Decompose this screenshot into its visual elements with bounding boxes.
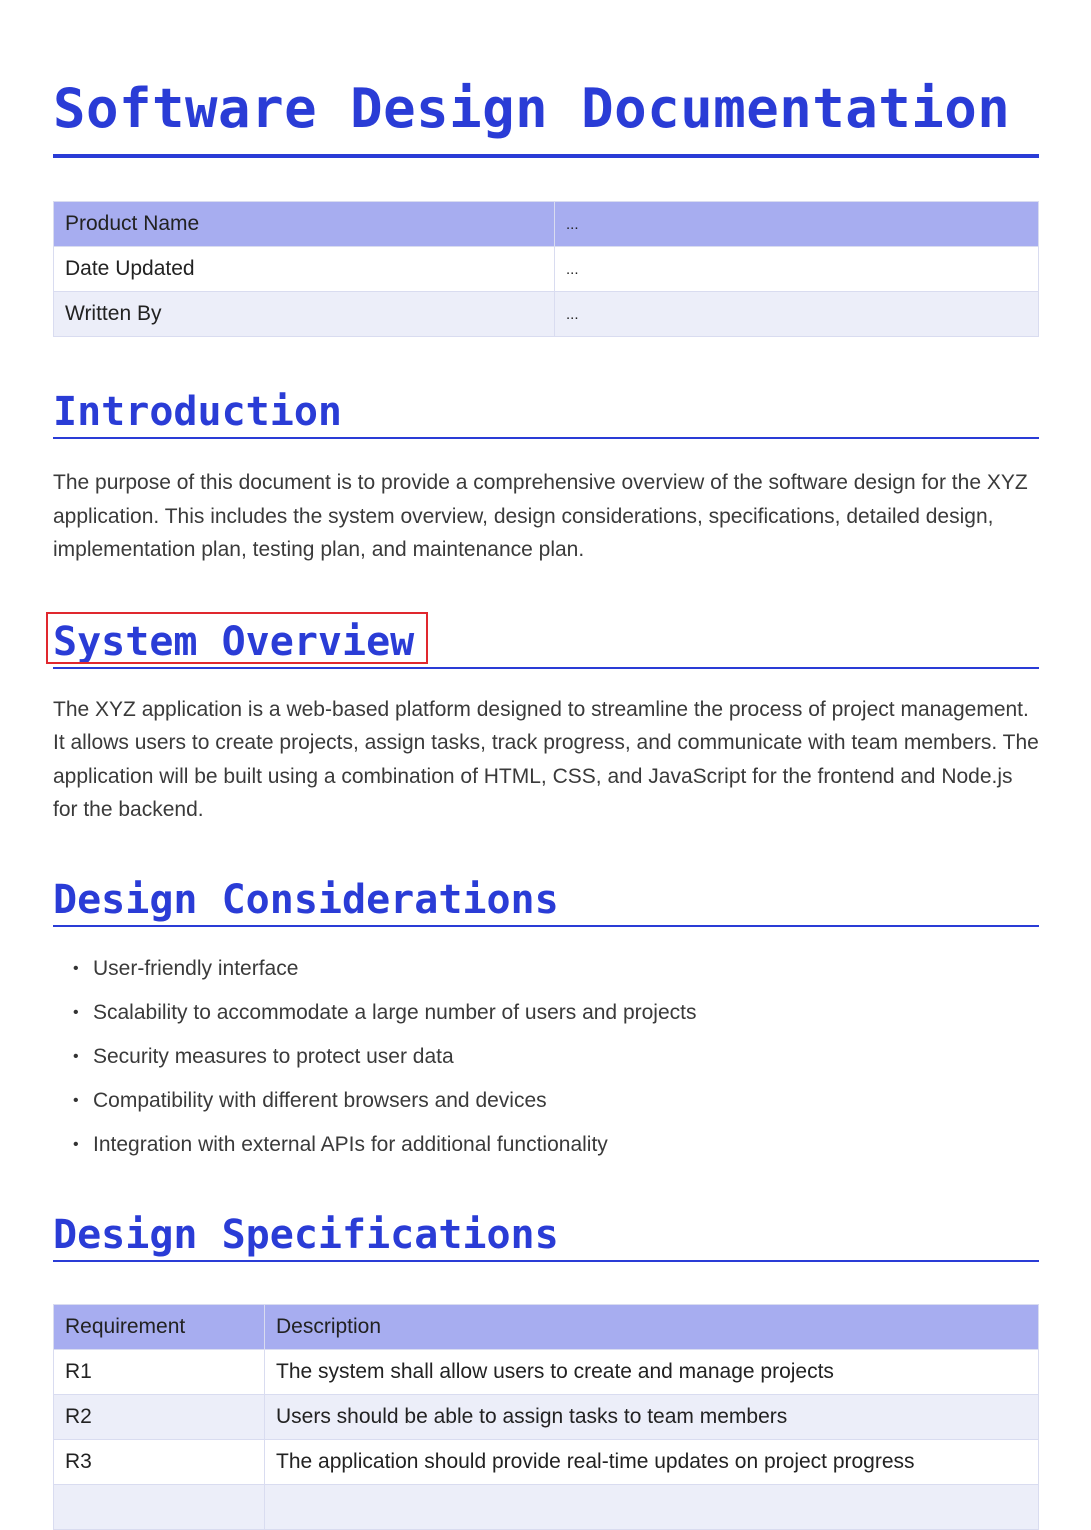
meta-value-written-by: ... — [555, 292, 1039, 337]
introduction-heading: Introduction — [53, 389, 342, 435]
introduction-text: The purpose of this document is to provide a comprehensive overview of the software design for the XYZ application. This includes the system overview, design considerations, specifications, detailed design, implementation plan, testing plan, and maintenance plan. — [53, 471, 1028, 561]
list-item: • Compatibility with different browsers and devices — [93, 1079, 1039, 1123]
specifications-table — [53, 1304, 1039, 1530]
table-row — [54, 1484, 1039, 1529]
design-specifications-heading: Design Specifications — [53, 1211, 559, 1258]
design-specifications-section — [53, 1210, 1039, 1260]
requirement-id: R3 — [54, 1439, 265, 1484]
design-considerations-heading: Design Considerations — [53, 876, 559, 923]
column-header-description: Description — [265, 1304, 1039, 1349]
requirement-id: R1 — [54, 1349, 265, 1394]
table-header-row — [54, 1304, 1039, 1349]
system-overview-heading: System Overview — [53, 618, 415, 665]
list-item: • Integration with external APIs for additional functionality — [93, 1123, 1039, 1167]
meta-label-date-updated: Date Updated — [54, 247, 555, 292]
design-considerations-section — [53, 875, 1039, 925]
system-overview-section — [53, 617, 1039, 667]
column-header-requirement: Requirement — [54, 1304, 265, 1349]
considerations-list — [53, 947, 1039, 1167]
table-row — [54, 202, 1039, 247]
requirement-description — [265, 1484, 1039, 1529]
meta-value-date-updated: ... — [555, 247, 1039, 292]
requirement-id — [54, 1484, 265, 1529]
section-divider — [53, 667, 1039, 669]
document-title: Software Design Documentation — [53, 77, 1011, 140]
meta-label-written-by: Written By — [54, 292, 555, 337]
section-divider — [53, 1260, 1039, 1262]
section-divider — [53, 437, 1039, 439]
meta-label-product-name: Product Name — [54, 202, 555, 247]
list-item: • Security measures to protect user data — [93, 1035, 1039, 1079]
table-row — [54, 247, 1039, 292]
list-item: • Scalability to accommodate a large number of users and projects — [93, 991, 1039, 1035]
title-divider — [53, 154, 1039, 158]
table-row — [54, 1439, 1039, 1484]
system-overview-text: The XYZ application is a web-based platform designed to streamline the process of project management. It allows users to create projects, assign tasks, track progress, and communicate with team members. The application will be built using a combination of HTML, CSS, and JavaScript for the frontend and Node.js for the backend. — [53, 697, 1039, 821]
document-page — [53, 0, 1039, 1530]
table-row — [54, 292, 1039, 337]
requirement-id: R2 — [54, 1394, 265, 1439]
requirement-description: Users should be able to assign tasks to team members — [265, 1394, 1039, 1439]
section-divider — [53, 925, 1039, 927]
introduction-section — [53, 387, 1039, 437]
metadata-table — [53, 201, 1039, 337]
requirement-description: The system shall allow users to create and manage projects — [265, 1349, 1039, 1394]
table-row — [54, 1349, 1039, 1394]
list-item: • User-friendly interface — [93, 947, 1039, 991]
table-row — [54, 1394, 1039, 1439]
meta-value-product-name: ... — [555, 202, 1039, 247]
requirement-description: The application should provide real-time updates on project progress — [265, 1439, 1039, 1484]
